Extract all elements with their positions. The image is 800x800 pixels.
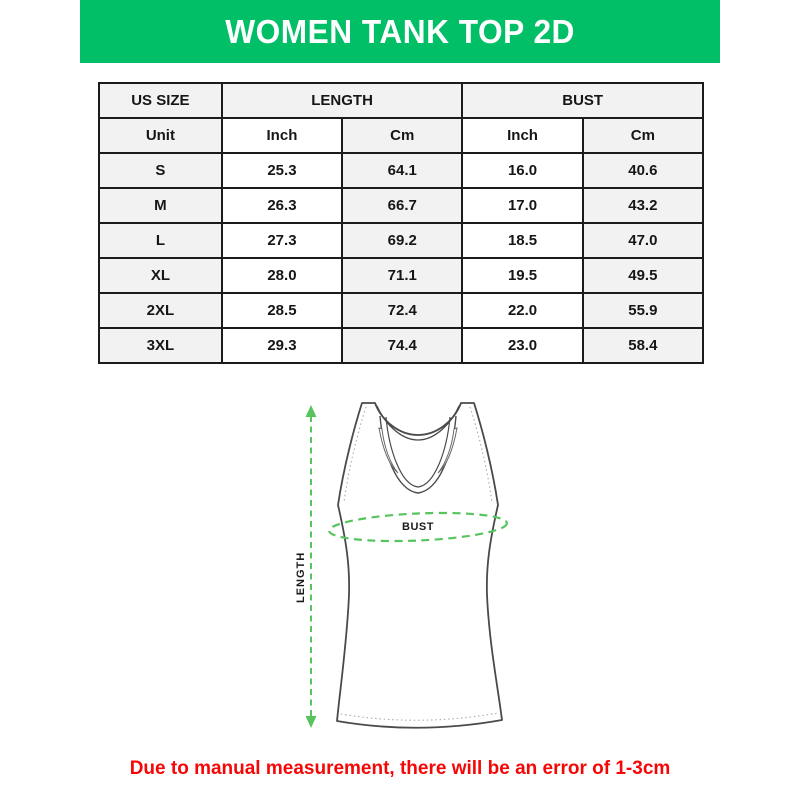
- size-cell: 3XL: [99, 328, 222, 363]
- table-row: [99, 223, 703, 258]
- col-header-length: LENGTH: [222, 83, 463, 118]
- unit-cell: Cm: [342, 118, 462, 153]
- measurement-cell: 40.6: [583, 153, 703, 188]
- size-chart-table: [98, 82, 704, 364]
- measurement-cell: 64.1: [342, 153, 462, 188]
- measurement-cell: 43.2: [583, 188, 703, 223]
- title-banner: [80, 0, 720, 63]
- unit-cell: Cm: [583, 118, 703, 153]
- size-chart: [98, 82, 704, 364]
- tank-top-outline: [337, 403, 502, 728]
- measurement-cell: 71.1: [342, 258, 462, 293]
- size-cell: S: [99, 153, 222, 188]
- table-unit-row: [99, 118, 703, 153]
- unit-cell: Inch: [222, 118, 342, 153]
- page-title: WOMEN TANK TOP 2D: [225, 12, 575, 50]
- measurement-cell: 47.0: [583, 223, 703, 258]
- tank-top-illustration: [258, 390, 578, 750]
- measurement-cell: 49.5: [583, 258, 703, 293]
- measurement-cell: 17.0: [462, 188, 582, 223]
- unit-cell: Unit: [99, 118, 222, 153]
- table-row: [99, 328, 703, 363]
- size-cell: XL: [99, 258, 222, 293]
- measurement-cell: 22.0: [462, 293, 582, 328]
- measurement-cell: 55.9: [583, 293, 703, 328]
- unit-cell: Inch: [462, 118, 582, 153]
- length-arrow-up: [306, 405, 317, 417]
- measurement-cell: 27.3: [222, 223, 342, 258]
- measurement-cell: 66.7: [342, 188, 462, 223]
- size-cell: M: [99, 188, 222, 223]
- tank-top-diagram: [258, 390, 578, 750]
- table-row: [99, 188, 703, 223]
- measurement-cell: 25.3: [222, 153, 342, 188]
- measurement-cell: 26.3: [222, 188, 342, 223]
- col-header-us-size: US SIZE: [99, 83, 222, 118]
- length-arrow-down: [306, 716, 317, 728]
- measurement-cell: 16.0: [462, 153, 582, 188]
- size-cell: L: [99, 223, 222, 258]
- measurement-cell: 28.0: [222, 258, 342, 293]
- length-label: LENGTH: [295, 551, 307, 603]
- size-cell: 2XL: [99, 293, 222, 328]
- measurement-cell: 72.4: [342, 293, 462, 328]
- measurement-cell: 23.0: [462, 328, 582, 363]
- table-row: [99, 258, 703, 293]
- measurement-cell: 69.2: [342, 223, 462, 258]
- measurement-note: Due to manual measurement, there will be an error of 1-3cm: [129, 758, 671, 779]
- measurement-cell: 28.5: [222, 293, 342, 328]
- bust-label: BUST: [402, 521, 434, 533]
- col-header-bust: BUST: [462, 83, 703, 118]
- measurement-cell: 19.5: [462, 258, 582, 293]
- measurement-cell: 18.5: [462, 223, 582, 258]
- table-row: [99, 153, 703, 188]
- table-row: [99, 293, 703, 328]
- measurement-cell: 29.3: [222, 328, 342, 363]
- measurement-cell: 74.4: [342, 328, 462, 363]
- measurement-cell: 58.4: [583, 328, 703, 363]
- table-header-row: [99, 83, 703, 118]
